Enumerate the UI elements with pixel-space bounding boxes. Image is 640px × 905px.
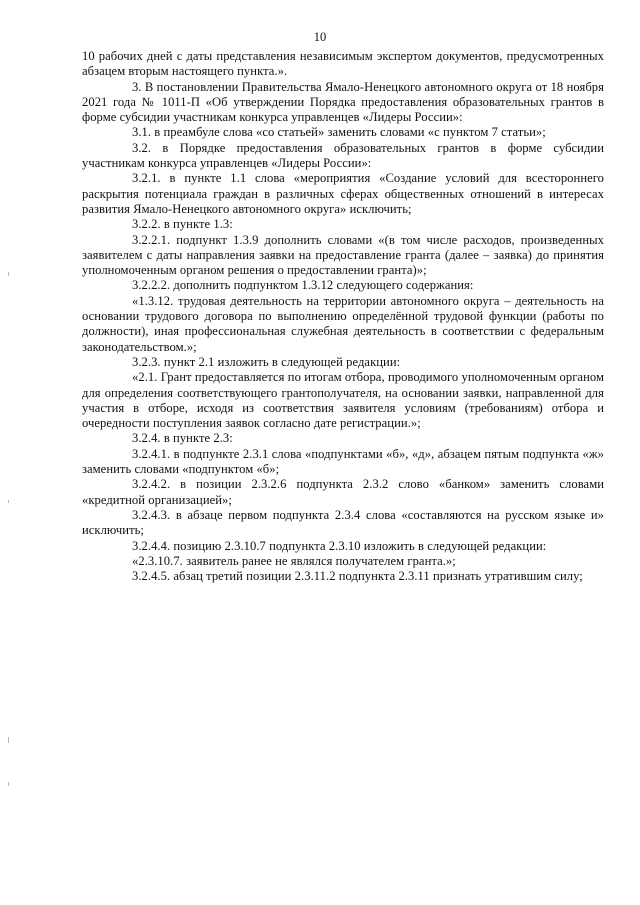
paragraph-item-3-2: 3.2. в Порядке предоставления образовательных грантов в форме субсидии участникам конкурса управленцев «Лидеры России»: <box>82 140 604 171</box>
paragraph-item-3-2-2-2: 3.2.2.2. дополнить подпунктом 1.3.12 следующего содержания: <box>132 278 474 293</box>
scan-edge-mark <box>8 782 9 786</box>
paragraph-quote-2-1: «2.1. Грант предоставляется по итогам отбора, проводимого уполномоченным органом для определения соответствующего грантополучателя, на основании заявки, направленной для участия в отборе, исходя из соответствия заявителя условиям (требованиям) отбора и очередности поступления заявок согласно дате регистрации.»; <box>82 370 604 431</box>
paragraph-item-3-2-4-2: 3.2.4.2. в позиции 2.3.2.6 подпункта 2.3.2 слово «банком» заменить словами «кредитной организацией»; <box>82 477 604 507</box>
paragraph-item-3-2-3: 3.2.3. пункт 2.1 изложить в следующей редакции: <box>132 354 401 369</box>
paragraph-item-3-2-4-5: 3.2.4.5. абзац третий позиции 2.3.11.2 подпункта 2.3.11 признать утратившим силу; <box>132 569 583 584</box>
paragraph-item-3-2-2: 3.2.2. в пункте 1.3: <box>132 217 233 232</box>
paragraph-item-3-1: 3.1. в преамбуле слова «со статьей» заменить словами «с пунктом 7 статьи»; <box>132 125 546 140</box>
paragraph-continuation: 10 рабочих дней с даты представления независимым экспертом документов, предусмотренных абзацем вторым настоящего пункта.». <box>82 49 604 79</box>
paragraph-quote-1-3-12: «1.3.12. трудовая деятельность на территории автономного округа – деятельность на основании трудового договора по выполнению определённой трудовой функции (работы по должности), иная профессиональная служебная деятельность в соответствии с федеральным законодательством.»; <box>82 293 604 354</box>
paragraph-item-3-2-4-3: 3.2.4.3. в абзаце первом подпункта 2.3.4 слова «составляются на русском языке и» исключить; <box>82 507 604 538</box>
paragraph-item-3-2-1: 3.2.1. в пункте 1.1 слова «мероприятия «Создание условий для всестороннего раскрытия потенциала граждан в различных сферах общественных отношений в интересах развития Ямало-Ненецкого автономного округа» исключить; <box>82 171 604 216</box>
page-number: 10 <box>313 30 327 44</box>
scan-edge-mark <box>8 737 9 743</box>
paragraph-quote-2-3-10-7: «2.3.10.7. заявитель ранее не являлся получателем гранта.»; <box>132 553 456 568</box>
scan-edge-mark <box>8 500 9 503</box>
paragraph-item-3-2-4: 3.2.4. в пункте 2.3: <box>132 431 233 446</box>
document-body <box>82 49 604 584</box>
paragraph-item-3: 3. В постановлении Правительства Ямало-Ненецкого автономного округа от 18 ноября 2021 года № 1011-П «Об утверждении Порядка предоставления образовательных грантов в форме субсидии участникам конкурса управленцев «Лидеры России»: <box>82 79 604 125</box>
paragraph-item-3-2-4-4: 3.2.4.4. позицию 2.3.10.7 подпункта 2.3.10 изложить в следующей редакции: <box>132 538 547 553</box>
paragraph-item-3-2-2-1: 3.2.2.1. подпункт 1.3.9 дополнить словами «(в том числе расходов, произведенных заявителем с даты направления заявки на предоставление гранта (далее – заявка) до принятия уполномоченным органом решения о предоставлении гранта)»; <box>82 232 604 278</box>
scan-edge-mark <box>8 272 9 276</box>
paragraph-item-3-2-4-1: 3.2.4.1. в подпункте 2.3.1 слова «подпунктами «б», «д», абзацем пятым подпункта «ж» заменить словами «подпунктом «б»; <box>82 446 604 477</box>
